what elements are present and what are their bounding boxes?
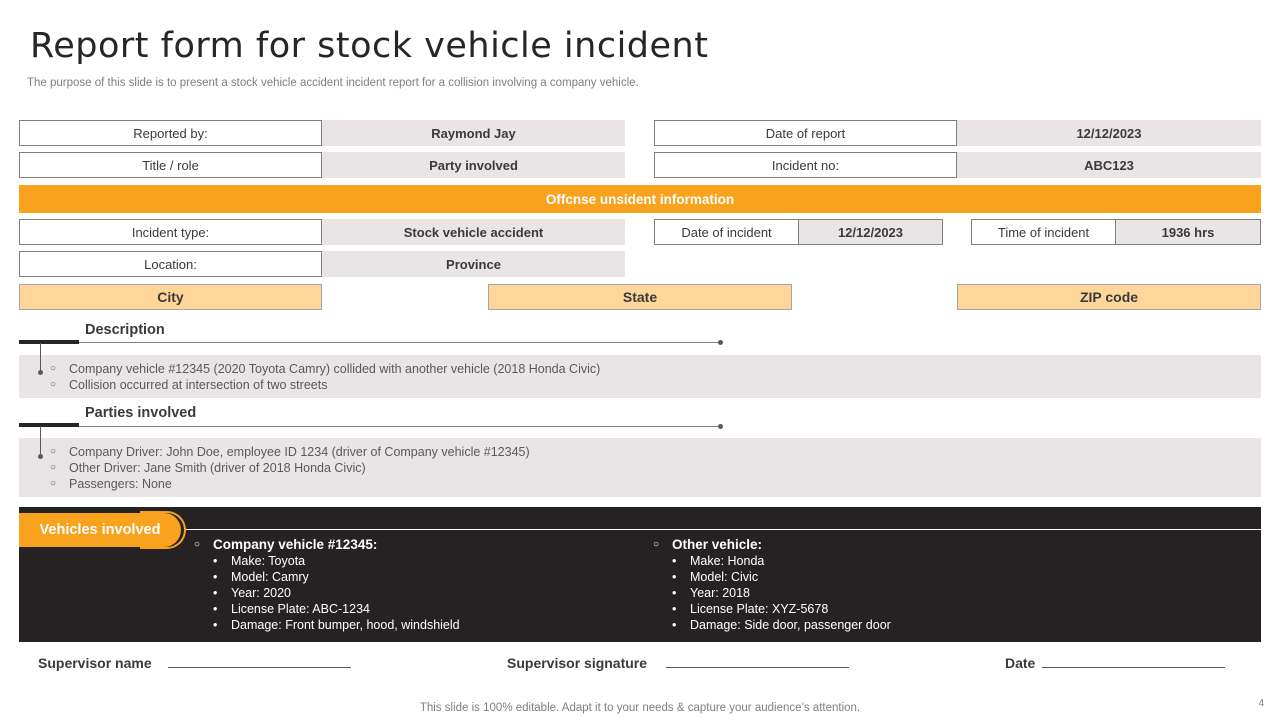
footer-note: This slide is 100% editable. Adapt it to your needs & capture your audience’s attention. [419,702,861,714]
state-field[interactable]: State [488,284,792,310]
parties-title: Parties involved [85,405,197,421]
parties-list [50,444,530,492]
list-item: • Model: Civic [672,570,759,584]
list-item: • Make: Honda [672,554,765,568]
list-item: • Make: Toyota [213,554,306,568]
location-value[interactable]: Province [322,251,625,277]
date-of-report-label: Date of report [654,120,957,146]
supervisor-signature-label: Supervisor signature [507,655,648,671]
description-title: Description [85,322,165,338]
supervisor-name-field[interactable] [168,667,351,668]
incident-no-value[interactable]: ABC123 [957,152,1261,178]
title-role-label: Title / role [19,152,322,178]
parties-connector-dot [38,454,43,459]
list-item: ○ Collision occurred at intersection of two streets [50,378,328,392]
incident-no-label: Incident no: [654,152,957,178]
parties-connector [40,426,41,456]
date-of-incident-value[interactable]: 12/12/2023 [798,219,943,245]
vehicles-divider [185,529,1261,530]
description-accent-bar [19,340,79,344]
other-vehicle-details [653,537,891,633]
date-field[interactable] [1042,667,1225,668]
date-label: Date [1005,655,1036,671]
parties-divider-dot [718,424,723,429]
list-item: ○ Other Driver: Jane Smith (driver of 2018 Honda Civic) [50,461,366,475]
page-number: 4 [1258,698,1264,709]
supervisor-name-label: Supervisor name [38,655,152,671]
description-list [50,361,600,393]
supervisor-signature-field[interactable] [666,667,849,668]
parties-divider [79,426,720,427]
incident-type-value[interactable]: Stock vehicle accident [322,219,625,245]
description-divider [79,342,720,343]
page-title: Report form for stock vehicle incident [30,26,709,66]
zip-code-field[interactable]: ZIP code [957,284,1261,310]
incident-type-label: Incident type: [19,219,322,245]
list-item: • Year: 2018 [672,586,751,600]
company-vehicle-details [194,537,460,633]
company-vehicle-heading: ○ Company vehicle #12345: [194,537,378,552]
description-connector-dot [38,370,43,375]
description-divider-dot [718,340,723,345]
parties-accent-bar [19,423,79,427]
list-item: • Damage: Front bumper, hood, windshield [213,618,460,632]
list-item: • Year: 2020 [213,586,292,600]
list-item: ○ Company Driver: John Doe, employee ID 1234 (driver of Company vehicle #12345) [50,445,530,459]
reported-by-label: Reported by: [19,120,322,146]
time-of-incident-value[interactable]: 1936 hrs [1115,219,1261,245]
time-of-incident-label: Time of incident [971,219,1116,245]
date-of-incident-label: Date of incident [654,219,799,245]
date-of-report-value[interactable]: 12/12/2023 [957,120,1261,146]
city-field[interactable]: City [19,284,322,310]
reported-by-value[interactable]: Raymond Jay [322,120,625,146]
other-vehicle-heading: ○ Other vehicle: [653,537,763,552]
page-subtitle: The purpose of this slide is to present a stock vehicle accident incident report for a collision involving a company vehicle. [27,77,639,89]
list-item: • License Plate: XYZ-5678 [672,602,829,616]
location-label: Location: [19,251,322,277]
list-item: ○ Passengers: None [50,477,172,491]
list-item: • Damage: Side door, passenger door [672,618,891,632]
vehicles-involved-tab: Vehicles involved [19,513,181,547]
incident-info-banner: Offcnse unsident information [19,185,1261,213]
list-item: • Model: Camry [213,570,309,584]
title-role-value[interactable]: Party involved [322,152,625,178]
list-item: ○ Company vehicle #12345 (2020 Toyota Camry) collided with another vehicle (2018 Honda Civic) [50,362,601,376]
description-connector [40,343,41,372]
list-item: • License Plate: ABC-1234 [213,602,370,616]
